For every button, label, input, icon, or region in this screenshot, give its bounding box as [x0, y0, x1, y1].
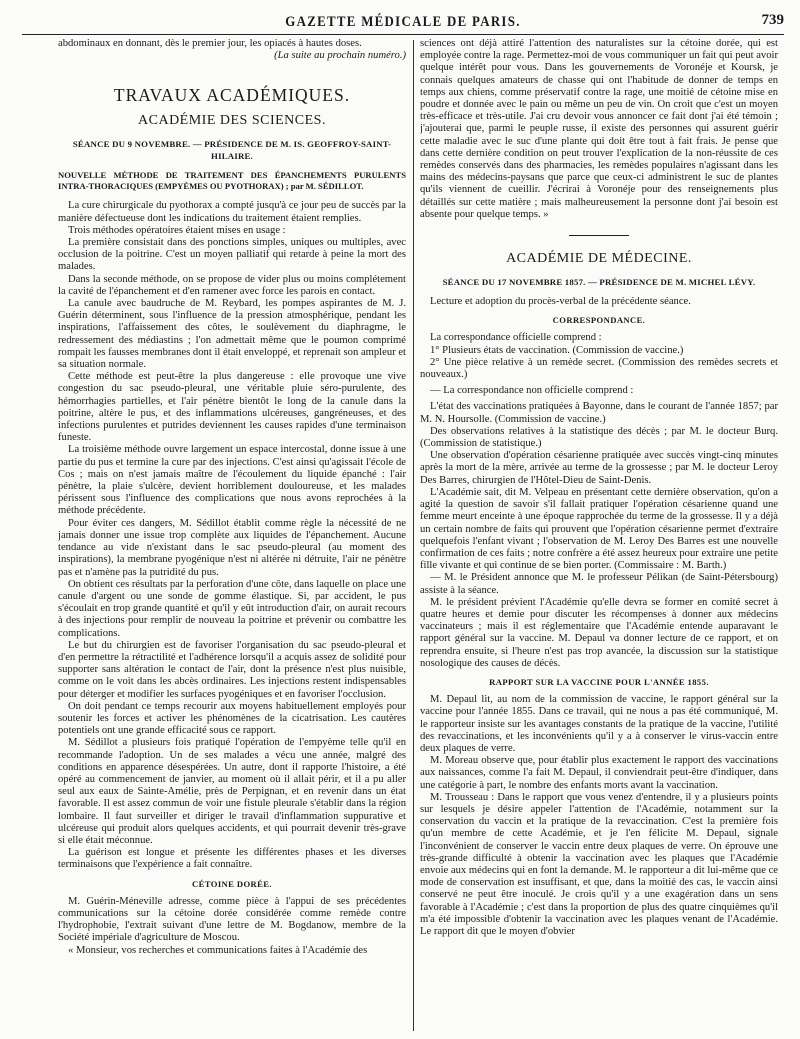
- paragraph: Cette méthode est peut-être la plus dangereuse : elle provoque une vive congestion du sac pseudo-pleural, une véritable pluie séro-purulente, des hémorrhagies partielles, et l'air pénètre bientôt le long de la canule dans la poitrine, altère le pus, et des inflammations ulcéreuses, gangréneuses, et des infections purulentes et putrides deviennent les causes rapides d'une terminaison funeste.: [58, 371, 406, 444]
- paragraph: L'état des vaccinations pratiquées à Bayonne, dans le courant de l'année 1857; par M. N. Hoursolle. (Commission de vaccine.): [420, 401, 778, 425]
- page-header: [22, 8, 784, 35]
- paragraph: La guérison est longue et présente les différentes phases et les diverses terminaisons que l'expérience a fait connaître.: [58, 847, 406, 871]
- subsection-title: RAPPORT SUR LA VACCINE POUR L'ANNÉE 1855.: [489, 676, 709, 687]
- session-line: SÉANCE DU 9 NOVEMBRE. — PRÉSIDENCE DE M. IS. GEOFFROY-SAINT-HILAIRE.: [72, 139, 392, 162]
- session-line: SÉANCE DU 17 NOVEMBRE 1857. — PRÉSIDENCE DE M. MICHEL LÉVY.: [442, 277, 756, 288]
- subsection-title: CORRESPONDANCE.: [552, 315, 646, 326]
- paragraph: On doit pendant ce temps recourir aux moyens habituellement employés pour soutenir les forces et activer les phénomènes de la cicatrisation. Les cautères potentiels ont une grande efficacité sous ce rapport.: [58, 700, 406, 737]
- paragraph: Dans la seconde méthode, on se propose de vider plus ou moins complétement la cavité de l'épanchement et d'en ramener avec force les parois en contact.: [58, 273, 406, 297]
- paragraph: Lecture et adoption du procès-verbal de la précédente séance.: [430, 296, 691, 308]
- paragraph: « Monsieur, vos recherches et communications faites à l'Académie des: [68, 944, 368, 956]
- paragraph: M. Moreau observe que, pour établir plus exactement le rapport des vaccinations aux naissances, comme l'a fait M. Depaul, il conviendrait peut-être d'indiquer, dans une catégorie à part, le nombre des enfants morts avant la vaccination.: [420, 755, 778, 791]
- continuation-note: (La suite au prochain numéro.): [274, 50, 406, 62]
- paragraph: M. Guérin-Méneville adresse, comme pièce à l'appui de ses précédentes communications sur la cétoine dorée considérée comme remède contre l'hydrophobie, l'extrait suivant d'une lettre de M. Bogdanow, membre de la Société impériale d'agriculture de Moscou.: [58, 895, 406, 944]
- paragraph: La première consistait dans des ponctions simples, uniques ou multiples, avec occlusion de la poitrine. C'est un moyen palliatif qui retarde à peine la mort des malades.: [58, 237, 406, 273]
- paragraph: M. Sédillot a plusieurs fois pratiqué l'opération de l'empyème telle qu'il en recommande l'adoption. Un de ses malades a vécu une année, malgré des conditions en apparence désespérées. Un autre, dont il rapporte l'histoire, a été opéré au commencement de janvier, au moment où il allait périr, et il a pu aller seul aux eaux de Sainte-Amélie, près de Perpignan, et en revenir dans un état favorable. Il est assez commun de voir une fistule pleurale s'établir dans la région lombaire. Il faut surveiller et diriger le travail d'inflammation suppurative et ulcéreuse qui produit alors quelques accidents, et qui pourrait devenir très-grave si elle était méconnue.: [58, 737, 406, 846]
- paragraph: L'Académie sait, dit M. Velpeau en présentant cette dernière observation, qu'on a agité la question de savoir s'il fallait pratiquer l'opération césarienne quand une femme meurt enceinte à une époque rapprochée du terme de la grossesse. Il y a déjà un certain nombre de faits qui prouvent que l'opération césarienne permet d'extraire quelquefois l'enfant vivant ; l'observation de M. Leroy Des Barres est une nouvelle confirmation de ces faits ; notre confrère a été assez heureux pour extraire une petite fille vivante et qui continue de se bien porter. (Commissaire : M. Barth.): [420, 486, 778, 572]
- subsection-title: CÉTOINE DORÉE.: [192, 878, 272, 889]
- continued-text: abdominaux en donnant, dès le premier jour, les opiacés à hautes doses.: [58, 38, 362, 49]
- paragraph: Trois méthodes opératoires étaient mises en usage :: [68, 224, 286, 236]
- paragraph: La correspondance officielle comprend :: [430, 332, 602, 344]
- academy-heading: ACADÉMIE DE MÉDECINE.: [506, 251, 692, 267]
- paragraph: La cure chirurgicale du pyothorax a compté jusqu'à ce jour peu de succès par la manière défectueuse dont les indications du traitement étaient remplies.: [58, 200, 406, 224]
- article-title: NOUVELLE MÉTHODE DE TRAITEMENT DES ÉPANCHEMENTS PURULENTS INTRA-THORACIQUES (EMPYÈMES OU PYOTHORAX) ; par M. SÉDILLOT.: [58, 170, 406, 192]
- paragraph: M. Depaul lit, au nom de la commission de vaccine, le rapport général sur la vaccine pour l'année 1855. Dans ce travail, qui ne nous a pas été communiqué, M. le rapporteur insiste sur les avantages constants de la pratique de la vaccine, l'utilité des revaccinations, et les inconvénients qu'il y a à conserver le virus-vaccin entre deux plaques de verre.: [420, 694, 778, 754]
- continued-letter: sciences ont déjà attiré l'attention des naturalistes sur la cétoine dorée, qui est employée contre la rage. Permettez-moi de vous communiquer un fait qui peut avoir quelque intérêt pour vous. Dans les gouvernements de Voronéje et Koursk, je connais quelques amateurs de chasse qui ont l'habitude de donner de temps en temps aux chiens, comme préservatif contre la rage, une moitié de cétoine mise en poudre et donnée avec le pain ou même un peu de vin. On croit que c'est un moyen très-efficace et très-utile. J'ai cru devoir vous annoncer ce fait dont j'ai été témoin ; j'ajouterai que, parmi le peuple russe, il existe des personnes qui assurent guérir cette maladie avec le suc d'une plante qui doit être tout à fait frais. Je pense que dans cette dernière condition on peut trouver l'explication de la non-réussite de ces remèdes conservés dans des pharmacies, les remèdes populaires n'agissant dans les mains des médecins-paysans que parce que ceux-ci administrent le suc de plantes qu'ils viennent de cueillir. J'écrirai à Voronéje pour des renseignements plus détaillés sur cette matière ; mais malheureusement la personne dont j'ai besoin est absente pour quelque temps. »: [420, 38, 778, 220]
- paragraph: — La correspondance non officielle comprend :: [430, 385, 634, 397]
- section-heading: TRAVAUX ACADÉMIQUES.: [113, 85, 351, 106]
- paragraph: — M. le Président annonce que M. le professeur Pélikan (de Saint-Pétersbourg) assiste à la séance.: [420, 572, 778, 596]
- page-number: 739: [761, 12, 784, 28]
- paragraph: On obtient ces résultats par la perforation d'une côte, dans laquelle on place une canule d'argent ou une sonde de gomme élastique. Si, par accident, le pus s'écoulait en trop grande quantité et qu'il y eût introduction d'air, on aurait recours à des injections pour remplir de nouveau la poitrine et prévenir ou combattre les complications.: [58, 578, 406, 639]
- journal-title: GAZETTE MÉDICALE DE PARIS.: [285, 14, 521, 30]
- section-separator: [569, 235, 629, 236]
- paragraph: La troisième méthode ouvre largement un espace intercostal, donne issue à une partie du pus et termine la cure par des injections. C'est ainsi qu'agissait l'école de Cos ; mais on n'est jamais maître de l'écoulement du liquide épanché : l'air pénètre, la plaie s'ulcère, devient horriblement douloureuse, et les malades périssent sous l'influence des complications que nous avons reprochées à la méthode précédente.: [58, 444, 406, 517]
- paragraph: Le but du chirurgien est de favoriser l'organisation du sac pseudo-pleural et d'en permettre la rétractilité et l'adhérence lorsqu'il a acquis assez de solidité pour supporter sans altération le contact de l'air, dont la présence n'est plus nuisible, comme on le voit dans les abcès ordinaires. Les injections restent indispensables pour déterger et modifier les surfaces pyogéniques et en favoriser l'occlusion.: [58, 639, 406, 700]
- academy-heading: ACADÉMIE DES SCIENCES.: [138, 113, 326, 129]
- paragraph: Une observation d'opération césarienne pratiquée avec succès vingt-cinq minutes après la mort de la mère, arrivée au terme de la grossesse ; par M. le docteur Leroy Des Barres, chirurgien de l'Hôtel-Dieu de Saint-Denis.: [420, 450, 778, 486]
- paragraph: M. le président prévient l'Académie qu'elle devra se former en comité secret à quatre heures et demie pour discuter les récompenses à donner aux médecins vaccinateurs ; mais il est réglementaire que l'Académie entende auparavant le rapport général sur la vaccine. M. Depaul va donner lecture de ce rapport, et on reprendra ensuite, si l'heure n'est pas trop avancée, la discussion sur la statistique nosologique des causes de décès.: [420, 596, 778, 669]
- paragraph: Des observations relatives à la statistique des décès ; par M. le docteur Burq. (Commission de statistique.): [420, 425, 778, 450]
- right-column: [420, 38, 778, 1033]
- paragraph: M. Trousseau : Dans le rapport que vous venez d'entendre, il y a plusieurs points sur lesquels je désire appeler l'attention de l'Académie, notamment sur la conservation du vaccin et la pratique de la revaccination. C'est la première fois qu'un membre de cette Académie, et je l'en félicite M. Depaul, signale l'inconvénient de conserver le vaccin entre deux plaques de verre. On éprouve une très-grande difficulté à obtenir la vaccination avec les plaques que l'Académie envoie aux médecins qui en font la demande. M. le rapporteur a dit lui-même que ce mode de conservation est insuffisant, et que, dans la moitié des cas, le vaccin ainsi conservé ne peut être inoculé. Je crois qu'il y a une exagération dans un sens favorable à l'Académie ; c'est dans la proportion de plus des quatre cinquièmes qu'il m'a été impossible d'obtenir la vaccination avec les plaques venant de l'Académie. Le rapport dit que le moyen d'obvier: [420, 791, 778, 937]
- list-item: 2° Une pièce relative à un remède secret. (Commission des remèdes secrets et nouveaux.): [420, 356, 778, 381]
- paragraph: La canule avec baudruche de M. Reybard, les pompes aspirantes de M. J. Guérin déterminent, sous l'influence de la pression atmosphérique, pendant les inspirations, l'affaissement des côtes, le soulèvement du diaphragme, le redressement des médiastins ; l'on admettait même que le poumon comprimé rompait les fausses membranes dont il était enveloppé, et reprenait son ampleur et sa situation normale.: [58, 298, 406, 371]
- column-divider: [413, 40, 414, 1031]
- list-item: 1° Plusieurs états de vaccination. (Commission de vaccine.): [430, 344, 684, 356]
- paragraph: Pour éviter ces dangers, M. Sédillot établit comme règle la nécessité de ne jamais donner une issue trop complète aux liquides de l'épanchement. Aucune tendance au vide n'existant dans le sac pseudo-pleural (au moment des inspirations), la membrane pyogénique n'est ni altérée ni détruite, l'air ne pénètre pas et n'amène pas la putridité du pus.: [58, 517, 406, 578]
- left-column: [58, 38, 406, 1033]
